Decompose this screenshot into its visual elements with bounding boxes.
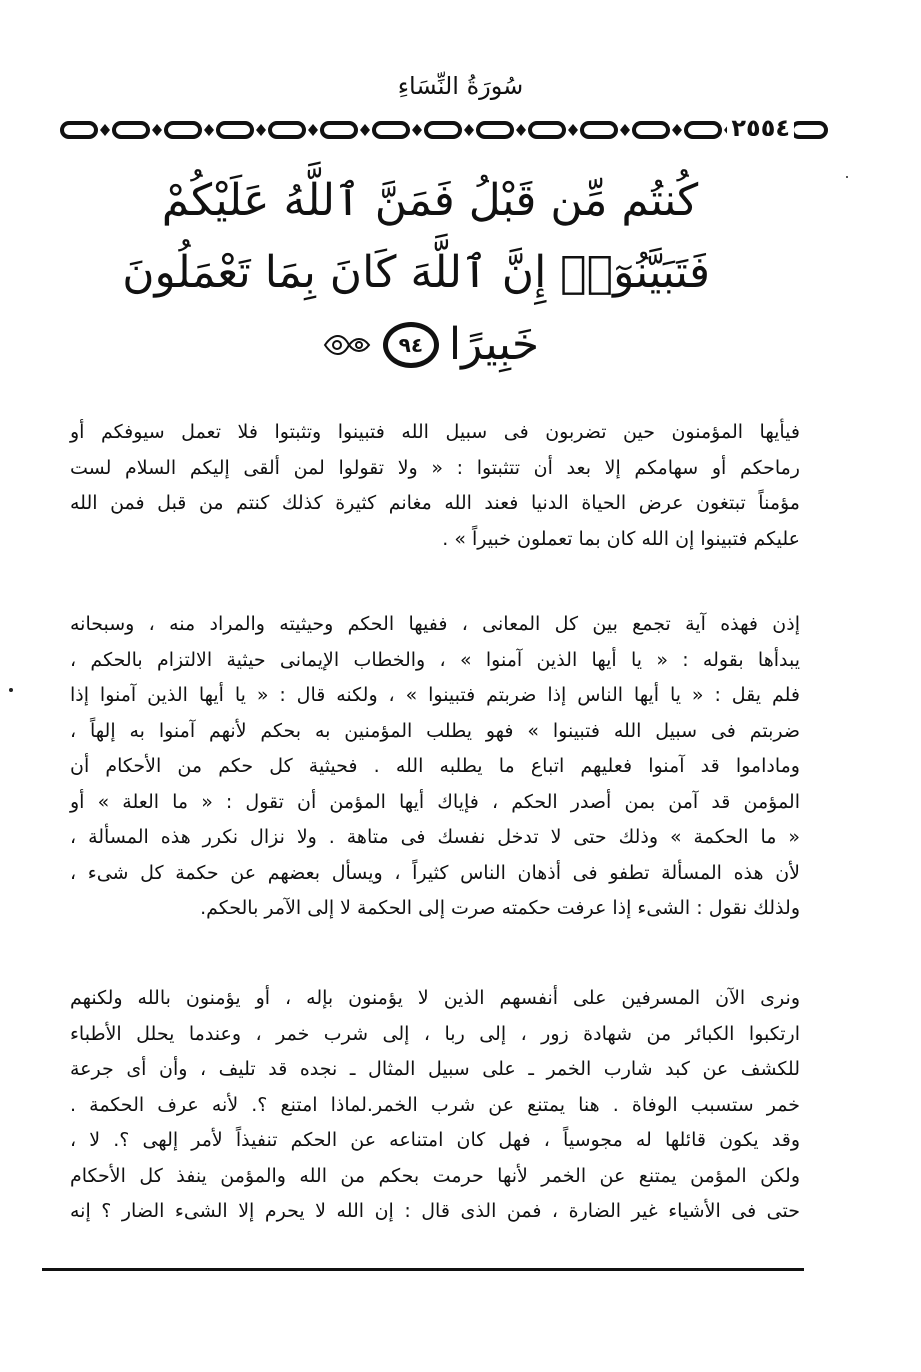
verse-end-flourish-icon <box>321 327 373 363</box>
paragraph-line: لأن هذه المسألة تطفو فى أذهان الناس كثيراً ، ويسأل بعضهم عن حكمة كل شىء ، <box>70 861 800 884</box>
paragraph-line: وقد يكون قائلها له مجوسياً ، فهل كان امتناعه عن الحكم تنفيذاً لأمر إلهى ؟. لا ، <box>70 1129 800 1151</box>
paragraph-line: ونرى الآن المسرفين على أنفسهم الذين لا يؤمنون بإله ، أو يؤمنون بالله ولكنهم <box>70 987 800 1009</box>
verse-line-1: كُنتُم مِّن قَبْلُ فَمَنَّ ٱللَّهُ عَلَيْكُمْ <box>161 175 699 226</box>
paragraph-line: يبدأها بقوله : « يا أيها الذين آمنوا » ، والخطاب الإيمانى حيثية الالتزام بالحكم ، <box>70 648 800 671</box>
paragraph-line: فيأيها المؤمنون حين تضربون فى سبيل الله فتبينوا وتثبتوا فلا تعمل سيوفكم أو <box>70 421 800 443</box>
paragraph-line: عليكم فتبينوا إن الله كان بما تعملون خبيراً » . <box>442 527 800 550</box>
surah-title: سُورَةُ النِّسَاءِ <box>397 72 524 100</box>
paragraph-line: فلم يقل : « يا أيها الناس إذا ضربتم فتبينوا » ، ولكنه قال : « يا أيها الذين آمنوا إذا <box>70 684 800 706</box>
verse-line-2: فَتَبَيَّنُوٓا۟ إِنَّ ٱللَّهَ كَانَ بِمَا تَعْمَلُونَ <box>122 247 710 298</box>
verse-line-3-group <box>321 309 539 381</box>
scan-speck <box>9 688 13 692</box>
commentary-paragraph-3 <box>70 981 800 1230</box>
paragraph-line: « ما الحكمة » وذلك حتى لا تدخل نفسك فى متاهة . ولا نزال نكرر هذه المسألة ، <box>70 826 800 848</box>
paragraph-line: حتى فى الأشياء غير الضارة ، فمن الذى قال : إن الله لا يحرم إلا الشىء الضار ؟ إنه <box>70 1200 800 1222</box>
paragraph-line: ولكن المؤمن يمتنع عن الخمر لأنها حرمت بحكم من الله والمؤمن ينفذ كل الأحكام <box>70 1164 800 1187</box>
footer-divider <box>42 1268 804 1271</box>
scan-speck <box>846 176 848 178</box>
paragraph-line: خمر ستسبب الوفاة . هنا يمتنع عن شرب الخمر.لماذا امتنع ؟. لأنه عرف الحكمة . <box>70 1093 800 1116</box>
page-number: ٢٥٥٤ <box>727 114 794 142</box>
paragraph-line: إذن فهذه آية تجمع بين كل المعانى ، ففيها الحكم وحيثيته والمراد منه ، وسبحانه <box>70 613 800 635</box>
paragraph-line: ضربتم فى سبيل الله فتبينوا » فهو يطلب المؤمنين به بحكم لأنهم آمنوا به إلهاً ، <box>70 719 800 742</box>
paragraph-line: المؤمن قد آمن بمن أصدر الحكم ، فإياك أيها المؤمن أن تقول : « ما العلة » أو <box>70 790 800 813</box>
commentary-paragraph-2 <box>70 607 800 927</box>
paragraph-line: للكشف عن كبد شارب الخمر ـ على سبيل المثال ـ نجده قد تليف ، وأن أى جرعة <box>70 1058 800 1080</box>
page-header-ornament-row <box>58 116 830 146</box>
quran-verse <box>122 165 710 381</box>
verse-line-3: خَبِيرًا <box>448 319 540 370</box>
paragraph-line: مؤمناً تبتغون عرض الحياة الدنيا فعند الله مغانم كثيرة كذلك كنتم من قبل فمن الله <box>70 492 800 514</box>
commentary-paragraph-1 <box>70 415 800 557</box>
ayah-number-medallion: ٩٤ <box>383 322 439 368</box>
paragraph-line: ولذلك نقول : الشىء إذا عرفت حكمته صرت إلى الحكمة لا إلى الآمر بالحكم. <box>200 897 800 919</box>
paragraph-line: ارتكبوا الكبائر من شهادة زور ، إلى ربا ، إلى شرب خمر ، وعندما يحلل الأطباء <box>70 1022 800 1045</box>
paragraph-line: رماحكم أو سهامكم إلا بعد أن تتثبتوا : « ولا تقولوا لمن ألقى إليكم السلام لست <box>70 456 800 479</box>
decorative-border-ornament <box>58 116 830 146</box>
paragraph-line: وماداموا قد آمنوا فعليهم اتباع ما يطلبه الله . فحيثية كل حكم من الأحكام أن <box>70 755 800 777</box>
